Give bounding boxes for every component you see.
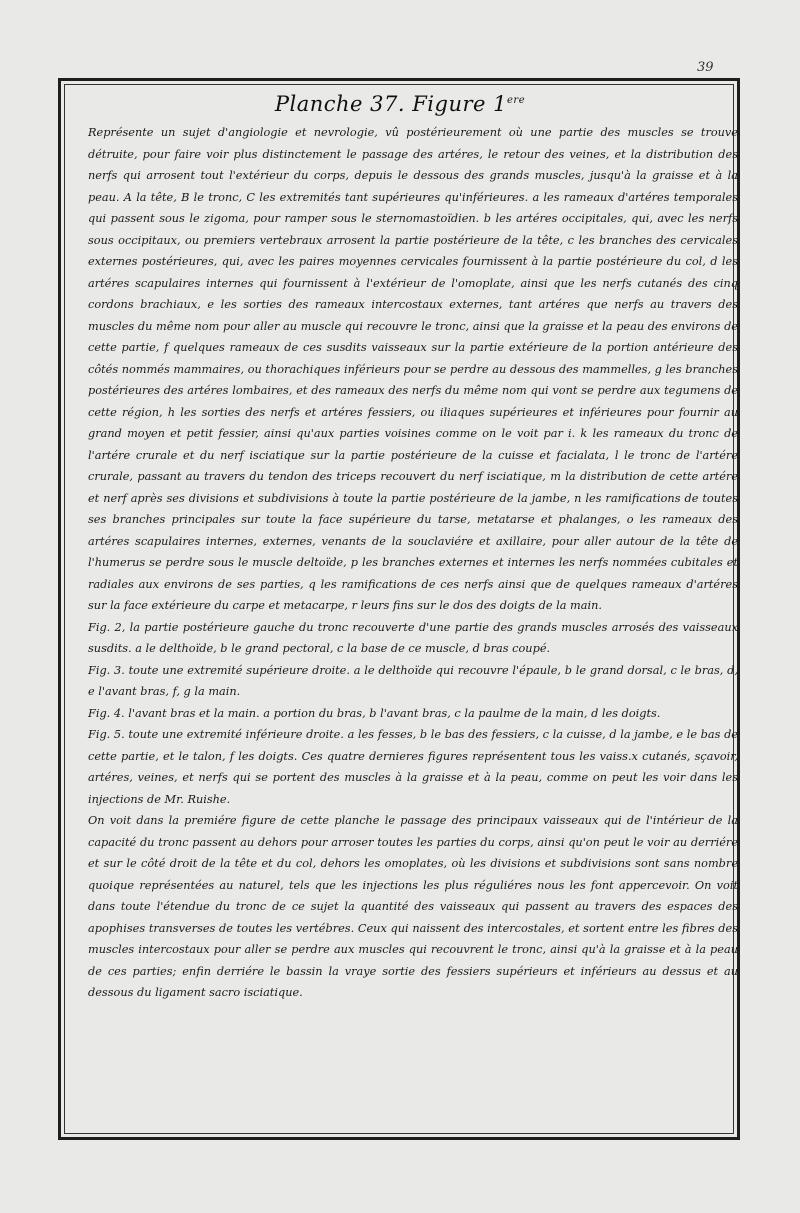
paragraph-fig3: Fig. 3. toute une extremité supérieure droite. a le delthoïde qui recouvre l'épaule, b le grand dorsal, c le bras, d, e l'avant bras, f, g la main. <box>88 663 738 698</box>
paragraph-commentary: On voit dans la premiére figure de cette planche le passage des principaux vaisseaux qui de l'intérieur de la capacité du tronc passent au dehors pour arroser toutes les parties du corps, ainsi qu'on peut le voir au derriére et sur le côté droit de la tête et du col, dehors les omoplates, où les divisions et subdivisions sont sans nombre quoique représentées au naturel, tels que les injections les plus réguliéres nous les font appercevoir. On voit dans toute l'étendue du tronc de ce sujet la quantité des vaisseaux qui passent au travers des espaces des apophises transverses de toutes les vertébres. Ceux qui naissent des intercostales, et sortent entre les fibres des muscles intercostaux pour aller se perdre aux muscles qui recouvrent le tronc, ainsi qu'à la graisse et à la peau de ces parties; enfin derriére le bassin la vraye sortie des fessiers supérieurs et inférieurs au dessus et au dessous du ligament sacro isciatique. <box>88 814 738 999</box>
title-text: Planche 37. Figure 1 <box>274 92 507 116</box>
paragraph-fig1: Représente un sujet d'angiologie et nevrologie, vû postérieurement où une partie des muscles se trouve détruite, pour faire voir plus distinctement le passage des artéres, le retour des veines, et la distribution des nerfs qui arrosent tout l'extérieur du corps, depuis le dessous des grands muscles, jusqu'à la graisse et à la peau. A la tête, B le tronc, C les extremités tant supérieures qu'inférieures. a les rameaux d'artéres temporales qui passent sous le zigoma, pour ramper sous le sternomastoïdien. b les artéres occipitales, qui, avec les nerfs sous occipitaux, ou premiers vertebraux arrosent la partie postérieure de la tête, c les branches des cervicales externes postérieures, qui, avec les paires moyennes cervicales fournissent à la partie postérieure du col, d les artéres scapulaires internes qui fournissent à l'extérieur de l'omoplate, ainsi que les nerfs cutanés des cinq cordons brachiaux, e les sorties des rameaux intercostaux externes, tant artéres que nerfs au travers des muscles du même nom pour aller au muscle qui recouvre le tronc, ainsi que la graisse et la peau des environs de cette partie, f quelques rameaux de ces susdits vaisseaux sur la partie extérieure de la portion antérieure des côtés nommés mammaires, ou thorachiques inférieurs pour se perdre au dessous des mammelles, g les branches postérieures des artéres lombaires, et des rameaux des nerfs du même nom qui vont se perdre aux tegumens de cette région, h les sorties des nerfs et artéres fessiers, ou iliaques supérieures et inférieures pour fournir au grand moyen et petit fessier, ainsi qu'aux parties voisines comme on le voit par i. k les rameaux du tronc de l'artére crurale et du nerf isciatique sur la partie postérieure de la cuisse et facialata, l le tronc de l'artére crurale, passant au travers du tendon des triceps recouvert du nerf isciatique, m la distribution de cette artére et nerf après ses divisions et subdivisions à toute la partie postérieure de la jambe, n les ramifications de toutes ses branches principales sur toute la face supérieure du tarse, metatarse et phalanges, o les rameaux des artéres scapulaires internes, externes, venants de la souclaviére et axillaire, pour aller autour de la tête de l'humerus se perdre sous le muscle deltoïde, p les branches externes et internes les nerfs nommées cubitales et radiales aux environs de ses parties, q les ramifications de ces nerfs ainsi que de quelques rameaux d'artéres sur la face extérieure du carpe et metacarpe, r leurs fins sur le dos des doigts de la main. <box>88 126 738 612</box>
title-superscript: ere <box>507 95 526 106</box>
page-number: 39 <box>697 60 714 75</box>
paragraph-fig2: Fig. 2, la partie postérieure gauche du tronc recouverte d'une partie des grands muscles arrosés des vaisseaux susdits. a le delthoïde, b le grand pectoral, c la base de ce muscle, d bras coupé. <box>88 620 738 655</box>
body-text <box>88 122 738 1004</box>
page-title <box>0 92 800 116</box>
paragraph-fig5: Fig. 5. toute une extremité inférieure droite. a les fesses, b le bas des fessiers, c la cuisse, d la jambe, e le bas de cette partie, et le talon, f les doigts. Ces quatre dernieres figures représentent tous les vaiss.x cutanés, sçavoir, artéres, veines, et nerfs qui se portent des muscles à la graisse et à la peau, comme on peut les voir dans les injections de Mr. Ruishe. <box>88 728 738 806</box>
paragraph-fig4: Fig. 4. l'avant bras et la main. a portion du bras, b l'avant bras, c la paulme de la main, d les doigts. <box>88 706 661 720</box>
